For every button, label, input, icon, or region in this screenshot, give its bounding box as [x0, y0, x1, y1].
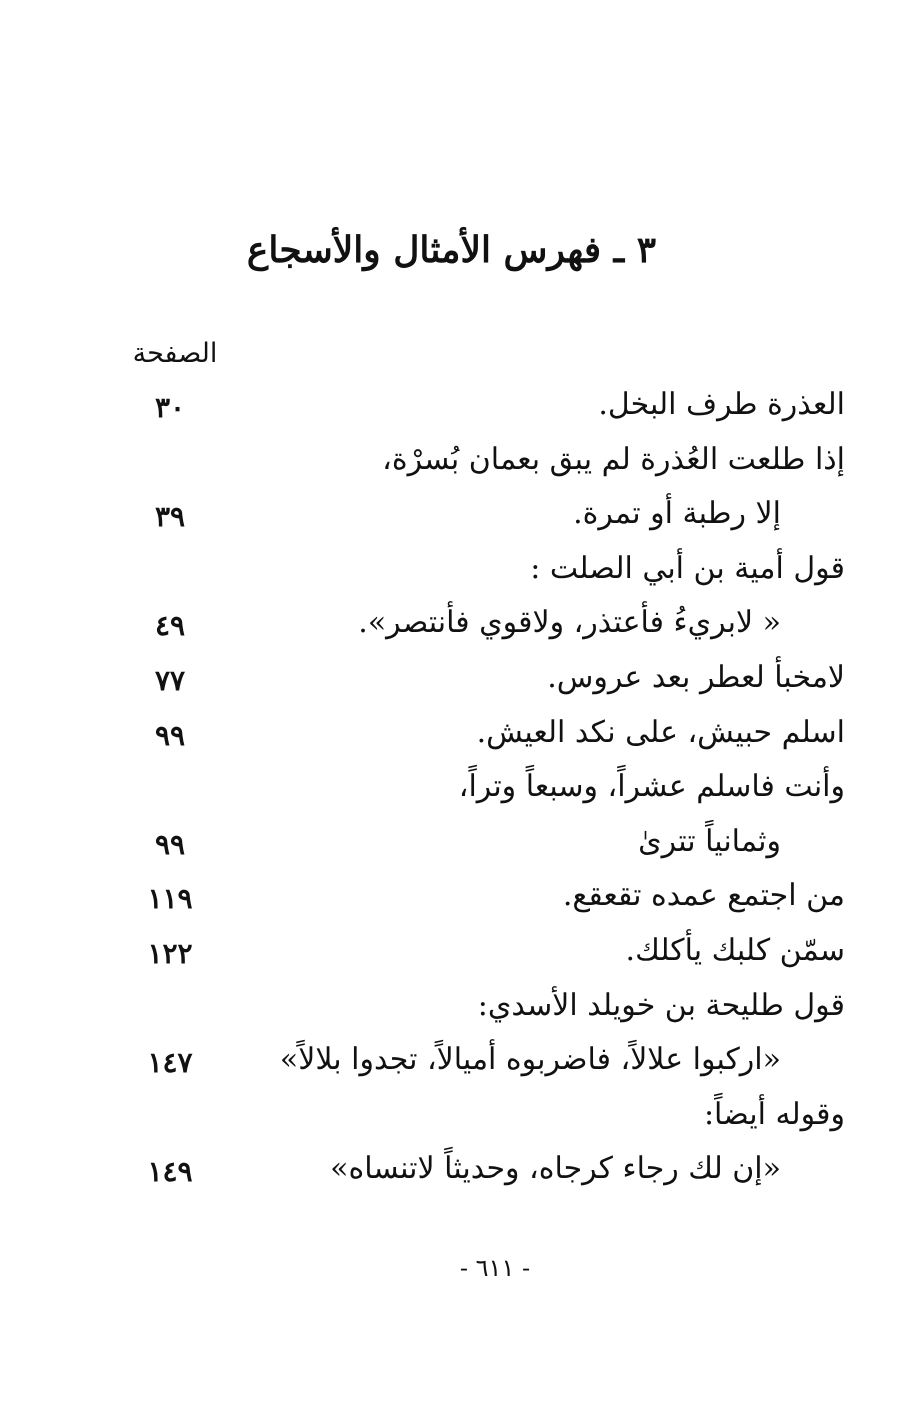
entry-text: وأنت فاسلم عشراً، وسبعاً وتراً، — [458, 769, 845, 805]
entry-text: لامخبأ لعطر بعد عروس. — [547, 659, 845, 695]
index-entry — [100, 378, 845, 433]
entry-page-number: ١١٩ — [147, 882, 193, 916]
entry-page-number: ٤٩ — [154, 609, 186, 643]
entry-page-number: ١٤٩ — [147, 1155, 193, 1189]
entry-text: وقوله أيضاً: — [703, 1096, 845, 1132]
index-entry — [100, 815, 845, 870]
entry-page-number: ٣٩ — [154, 500, 186, 534]
entry-text: وثمانياً تترىٰ — [638, 823, 781, 859]
index-entry — [100, 651, 845, 706]
entry-text: قول طليحة بن خويلد الأسدي: — [477, 987, 845, 1023]
index-entry — [100, 1088, 845, 1143]
entry-text: قول أمية بن أبي الصلت : — [530, 550, 845, 586]
page-column-header: الصفحة — [132, 338, 218, 369]
entry-page-number: ٧٧ — [154, 663, 186, 697]
entry-page-number: ٣٠ — [154, 391, 186, 424]
index-entry — [100, 760, 845, 815]
index-entry — [100, 596, 845, 651]
index-entry — [100, 869, 845, 924]
page-title: ٣ ـ فهرس الأمثال والأسجاع — [246, 229, 657, 271]
index-entry — [100, 542, 845, 597]
entry-page-number: ٩٩ — [154, 718, 186, 752]
entry-text: إذا طلعت العُذرة لم يبق بعمان بُسرْة، — [382, 441, 845, 477]
entry-text: إلا رطبة أو تمرة. — [573, 496, 781, 532]
entry-text: « لابريءُ فأعتذر، ولاقوي فأنتصر». — [358, 605, 781, 641]
index-entry — [100, 924, 845, 979]
index-entry — [100, 1142, 845, 1197]
entry-text: من اجتمع عمده تقعقع. — [562, 878, 845, 914]
index-entry — [100, 433, 845, 488]
proverbs-index-list — [100, 378, 845, 1197]
index-entry — [100, 706, 845, 761]
index-entry — [100, 1033, 845, 1088]
entry-text: العذرة طرف البخل. — [598, 387, 845, 422]
entry-text: «إن لك رجاء كرجاه، وحديثاً لاتنساه» — [330, 1151, 781, 1187]
entry-page-number: ١٢٢ — [147, 936, 193, 970]
entry-text: اسلم حبيش، على نكد العيش. — [476, 714, 845, 750]
entry-text: «اركبوا علالاً، فاضربوه أميالاً، تجدوا بلالاً» — [279, 1042, 781, 1078]
entry-page-number: ١٤٧ — [147, 1046, 193, 1080]
index-entry — [100, 979, 845, 1034]
index-entry — [100, 487, 845, 542]
entry-page-number: ٩٩ — [154, 827, 186, 861]
page-footer-number: - ٦١١ - — [459, 1254, 531, 1282]
entry-text: سمّن كلبك يأكلك. — [625, 932, 845, 968]
